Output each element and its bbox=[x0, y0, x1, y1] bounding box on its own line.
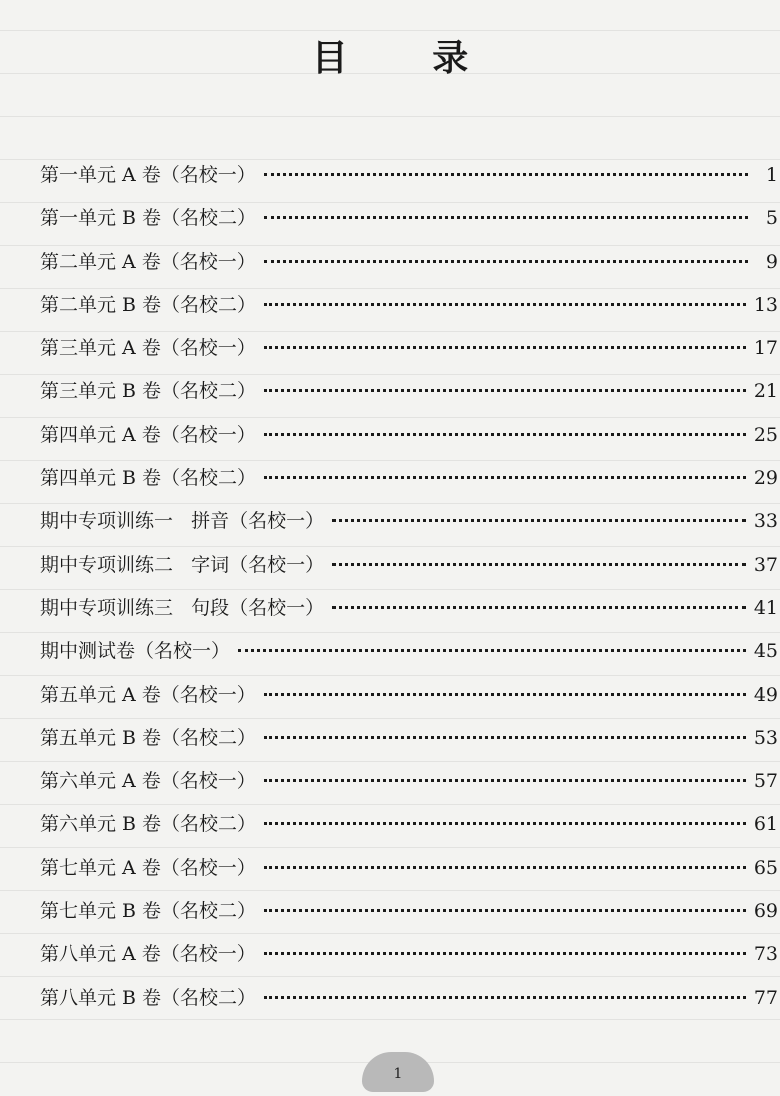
toc-entry-page: 17 bbox=[753, 337, 778, 360]
toc-entry-label: 第八单元 B 卷（名校二） bbox=[40, 986, 257, 1009]
toc-entry-label: 第一单元 A 卷（名校一） bbox=[40, 164, 256, 186]
toc-entry[interactable] bbox=[40, 890, 778, 933]
toc-entry-label: 第七单元 B 卷（名校二） bbox=[40, 900, 257, 923]
toc-entry-label: 第三单元 A 卷（名校一） bbox=[40, 337, 256, 360]
table-of-contents bbox=[40, 154, 778, 1020]
toc-entry-label: 第五单元 A 卷（名校一） bbox=[40, 683, 256, 706]
toc-entry-label: 第七单元 A 卷（名校一） bbox=[40, 856, 256, 879]
toc-entry-page: 53 bbox=[753, 726, 778, 749]
toc-entry[interactable] bbox=[40, 327, 778, 370]
dot-leader bbox=[332, 519, 746, 522]
toc-entry[interactable] bbox=[40, 933, 778, 976]
toc-entry[interactable] bbox=[40, 197, 778, 240]
toc-entry-page: 1 bbox=[765, 164, 778, 186]
toc-entry-label: 第六单元 B 卷（名校二） bbox=[40, 813, 257, 836]
page-title: 目 录 bbox=[311, 37, 505, 79]
toc-entry[interactable] bbox=[40, 457, 778, 500]
dot-leader bbox=[264, 346, 746, 349]
toc-entry-label: 期中专项训练三 句段（名校一） bbox=[40, 596, 325, 619]
toc-entry-page: 45 bbox=[753, 640, 778, 663]
dot-leader bbox=[264, 779, 746, 782]
dot-leader bbox=[238, 649, 746, 652]
toc-entry[interactable] bbox=[40, 370, 778, 413]
page-number: 1 bbox=[393, 1066, 403, 1082]
toc-entry-label: 第四单元 A 卷（名校一） bbox=[40, 423, 256, 446]
toc-entry-label: 第五单元 B 卷（名校二） bbox=[40, 726, 257, 749]
toc-entry-label: 第六单元 A 卷（名校一） bbox=[40, 770, 256, 793]
toc-entry-label: 第一单元 B 卷（名校二） bbox=[40, 207, 257, 230]
toc-entry[interactable] bbox=[40, 500, 778, 543]
toc-entry[interactable] bbox=[40, 284, 778, 327]
toc-entry-label: 期中专项训练一 拼音（名校一） bbox=[40, 510, 325, 533]
toc-entry-page: 65 bbox=[753, 856, 778, 879]
toc-entry[interactable] bbox=[40, 760, 778, 803]
toc-entry-page: 21 bbox=[753, 380, 778, 403]
toc-entry-label: 第四单元 B 卷（名校二） bbox=[40, 467, 257, 490]
dot-leader bbox=[264, 476, 746, 479]
dot-leader bbox=[264, 260, 748, 263]
toc-entry-page: 5 bbox=[765, 207, 778, 230]
dot-leader bbox=[264, 909, 746, 912]
toc-entry-label: 第二单元 A 卷（名校一） bbox=[40, 250, 256, 273]
toc-entry[interactable] bbox=[40, 414, 778, 457]
toc-entry[interactable] bbox=[40, 803, 778, 846]
dot-leader bbox=[264, 996, 746, 999]
toc-entry-label: 第二单元 B 卷（名校二） bbox=[40, 293, 257, 316]
toc-entry[interactable] bbox=[40, 544, 778, 587]
dot-leader bbox=[264, 866, 746, 869]
toc-entry[interactable] bbox=[40, 630, 778, 673]
toc-entry-label: 第八单元 A 卷（名校一） bbox=[40, 943, 256, 966]
toc-entry[interactable] bbox=[40, 674, 778, 717]
toc-entry-page: 61 bbox=[753, 813, 778, 836]
toc-entry-label: 期中测试卷（名校一） bbox=[40, 640, 231, 663]
toc-entry-page: 57 bbox=[753, 770, 778, 793]
toc-entry[interactable] bbox=[40, 977, 778, 1020]
toc-entry-page: 29 bbox=[753, 467, 778, 490]
toc-entry-page: 9 bbox=[765, 250, 778, 273]
dot-leader bbox=[264, 736, 746, 739]
dot-leader bbox=[264, 693, 746, 696]
dot-leader bbox=[264, 822, 746, 825]
toc-entry[interactable] bbox=[40, 587, 778, 630]
toc-entry[interactable] bbox=[40, 717, 778, 760]
toc-entry-page: 49 bbox=[753, 683, 778, 706]
page-number-badge bbox=[362, 1052, 434, 1092]
toc-entry[interactable] bbox=[40, 241, 778, 284]
toc-entry-label: 期中专项训练二 字词（名校一） bbox=[40, 553, 325, 576]
toc-entry-page: 77 bbox=[753, 986, 778, 1009]
dot-leader bbox=[332, 606, 746, 609]
dot-leader bbox=[264, 303, 746, 306]
toc-entry[interactable] bbox=[40, 154, 778, 197]
dot-leader bbox=[264, 173, 748, 176]
dot-leader bbox=[264, 952, 746, 955]
toc-entry-page: 37 bbox=[753, 553, 778, 576]
toc-entry-page: 73 bbox=[753, 943, 778, 966]
dot-leader bbox=[332, 563, 746, 566]
toc-entry-page: 13 bbox=[753, 293, 778, 316]
dot-leader bbox=[264, 216, 748, 219]
toc-entry-label: 第三单元 B 卷（名校二） bbox=[40, 380, 257, 403]
toc-entry-page: 69 bbox=[753, 900, 778, 923]
toc-entry-page: 25 bbox=[753, 423, 778, 446]
toc-entry-page: 41 bbox=[753, 596, 778, 619]
toc-entry-page: 33 bbox=[753, 510, 778, 533]
toc-entry[interactable] bbox=[40, 847, 778, 890]
dot-leader bbox=[264, 433, 746, 436]
dot-leader bbox=[264, 389, 746, 392]
